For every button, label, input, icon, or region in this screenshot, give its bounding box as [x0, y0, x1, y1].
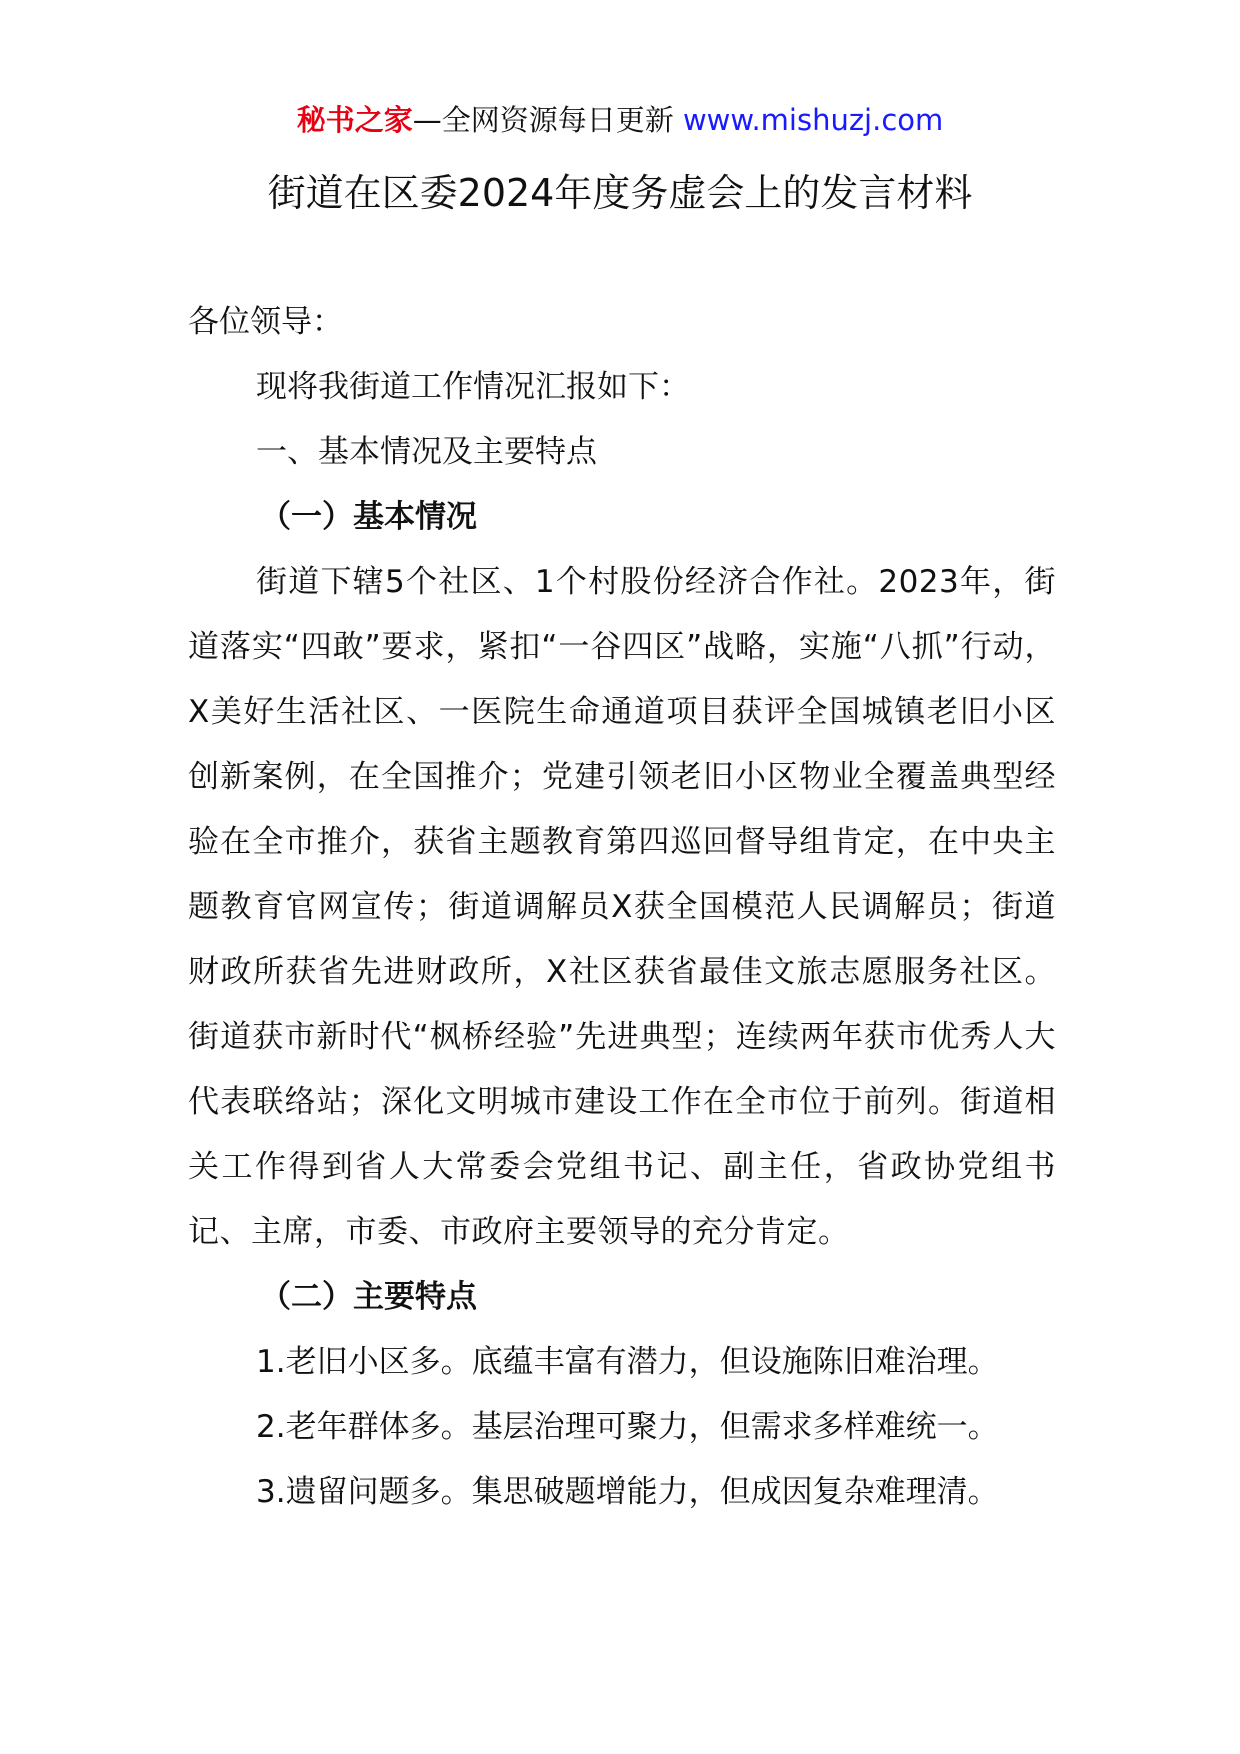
- document-title: 街道在区委2024年度务虚会上的发言材料: [267, 171, 973, 215]
- subsection-heading-1: （一）基本情况: [260, 499, 477, 535]
- document-body: [188, 290, 1056, 1525]
- site-url-link[interactable]: www.mishuzj.com: [682, 103, 944, 137]
- list-item: 1.老旧小区多。底蕴丰富有潜力，但设施陈旧难治理。: [256, 1344, 999, 1380]
- list-item: 2.老年群体多。基层治理可聚力，但需求多样难统一。: [256, 1409, 999, 1445]
- list-item: 3.遗留问题多。集思破题增能力，但成因复杂难理清。: [256, 1474, 999, 1510]
- salutation: 各位领导：: [188, 304, 343, 340]
- subsection-heading-2: （二）主要特点: [260, 1279, 477, 1315]
- header-tagline: —全网资源每日更新: [412, 103, 674, 137]
- site-header: [0, 100, 1240, 140]
- brand-name: 秘书之家: [296, 103, 413, 137]
- intro-line: 现将我街道工作情况汇报如下：: [256, 369, 690, 405]
- section-heading-1: 一、基本情况及主要特点: [256, 434, 597, 470]
- paragraph-basic-situation: 街道下辖5个社区、1个村股份经济合作社。2023年，街道落实“四敢”要求，紧扣“一谷四区”战略，实施“八抓”行动，X美好生活社区、一医院生命通道项目获评全国城镇老旧小区创新案例，在全国推介；党建引领老旧小区物业全覆盖典型经验在全市推介，获省主题教育第四巡回督导组肯定，在中央主题教育官网宣传；街道调解员X获全国模范人民调解员；街道财政所获省先进财政所，X社区获省最佳文旅志愿服务社区。街道获市新时代“枫桥经验”先进典型；连续两年获市优秀人大代表联络站；深化文明城市建设工作在全市位于前列。街道相关工作得到省人大常委会党组书记、副主任，省政协党组书记、主席，市委、市政府主要领导的充分肯定。: [188, 564, 1056, 1250]
